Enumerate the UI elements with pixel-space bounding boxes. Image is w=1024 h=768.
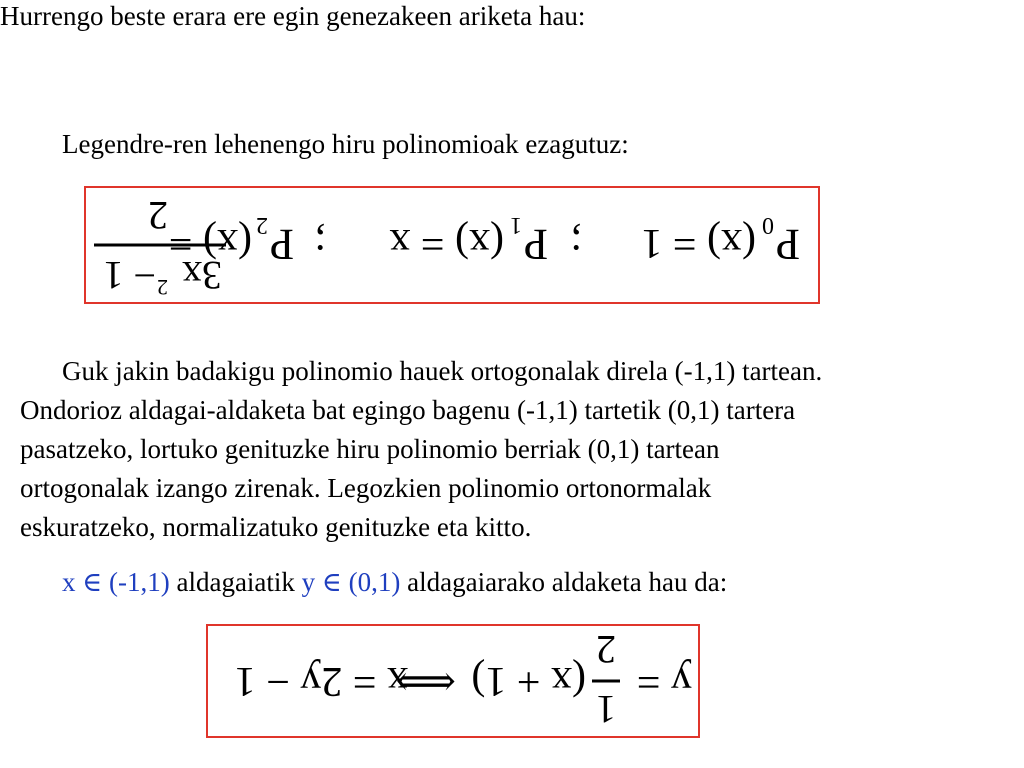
- separator-1: ;: [570, 220, 582, 266]
- rhs: x = 2y − 1: [234, 658, 408, 704]
- p2-subscript: 2: [256, 212, 268, 238]
- x-interval: x ∈ (-1,1): [62, 567, 170, 597]
- paragraph-line: ortogonalak izango zirenak. Legozkien polinomio ortonormalak: [20, 473, 712, 503]
- orthogonality-paragraph: [20, 352, 822, 547]
- paragraph-line: eskuratzeko, normalizatuko genituzke eta kitto.: [20, 512, 532, 542]
- fraction-numerator: 2: [596, 627, 616, 672]
- fraction-denominator: 1: [596, 687, 616, 732]
- fraction-numerator: 2: [148, 193, 168, 238]
- paragraph-line: pasatzeko, lortuko genituzke hiru polinomio berriak (0,1) tartean: [20, 434, 720, 464]
- fraction-denominator-term: 3x: [182, 253, 222, 298]
- p0-subscript: 0: [762, 212, 774, 238]
- variable-change-formula-box: [206, 624, 700, 738]
- separator-2: ;: [314, 220, 326, 266]
- paragraph-line: Ondorioz aldagai-aldaketa bat egingo bagenu (-1,1) tartetik (0,1) tartera: [20, 395, 796, 425]
- p1-subscript: 1: [510, 212, 522, 238]
- legendre-formula: [86, 188, 818, 302]
- p0-argument: (x) = 1: [641, 220, 756, 266]
- p1-symbol: P: [523, 220, 548, 269]
- fraction-denominator-rest: − 1: [103, 253, 156, 298]
- variable-change-text: [62, 566, 727, 598]
- p1-argument: (x) = x: [389, 220, 504, 266]
- equivalence-arrow: ⟺: [395, 658, 456, 704]
- p2-symbol: P: [269, 220, 294, 269]
- paragraph-line: Guk jakin badakigu polinomio hauek ortogonalak direla (-1,1) tartean.: [62, 356, 823, 386]
- change-mid-text: aldagaiatik: [169, 567, 302, 597]
- intro-text: Hurrengo beste erara ere egin genezakeen ariketa hau:: [0, 1, 586, 31]
- p2-argument: (x) =: [168, 220, 252, 266]
- fraction-denominator-exponent: 2: [157, 275, 168, 300]
- change-end-text: aldagaiarako aldaketa hau da:: [400, 567, 728, 597]
- variable-change-formula: [208, 626, 698, 736]
- lhs: y =: [636, 658, 692, 704]
- legendre-intro-text: Legendre-ren lehenengo hiru polinomioak ezagutuz:: [62, 129, 629, 159]
- parenthesized-term: (x + 1): [471, 658, 586, 704]
- y-interval: y ∈ (0,1): [301, 567, 401, 597]
- legendre-formula-box: [84, 186, 820, 304]
- p0-symbol: P: [775, 220, 800, 269]
